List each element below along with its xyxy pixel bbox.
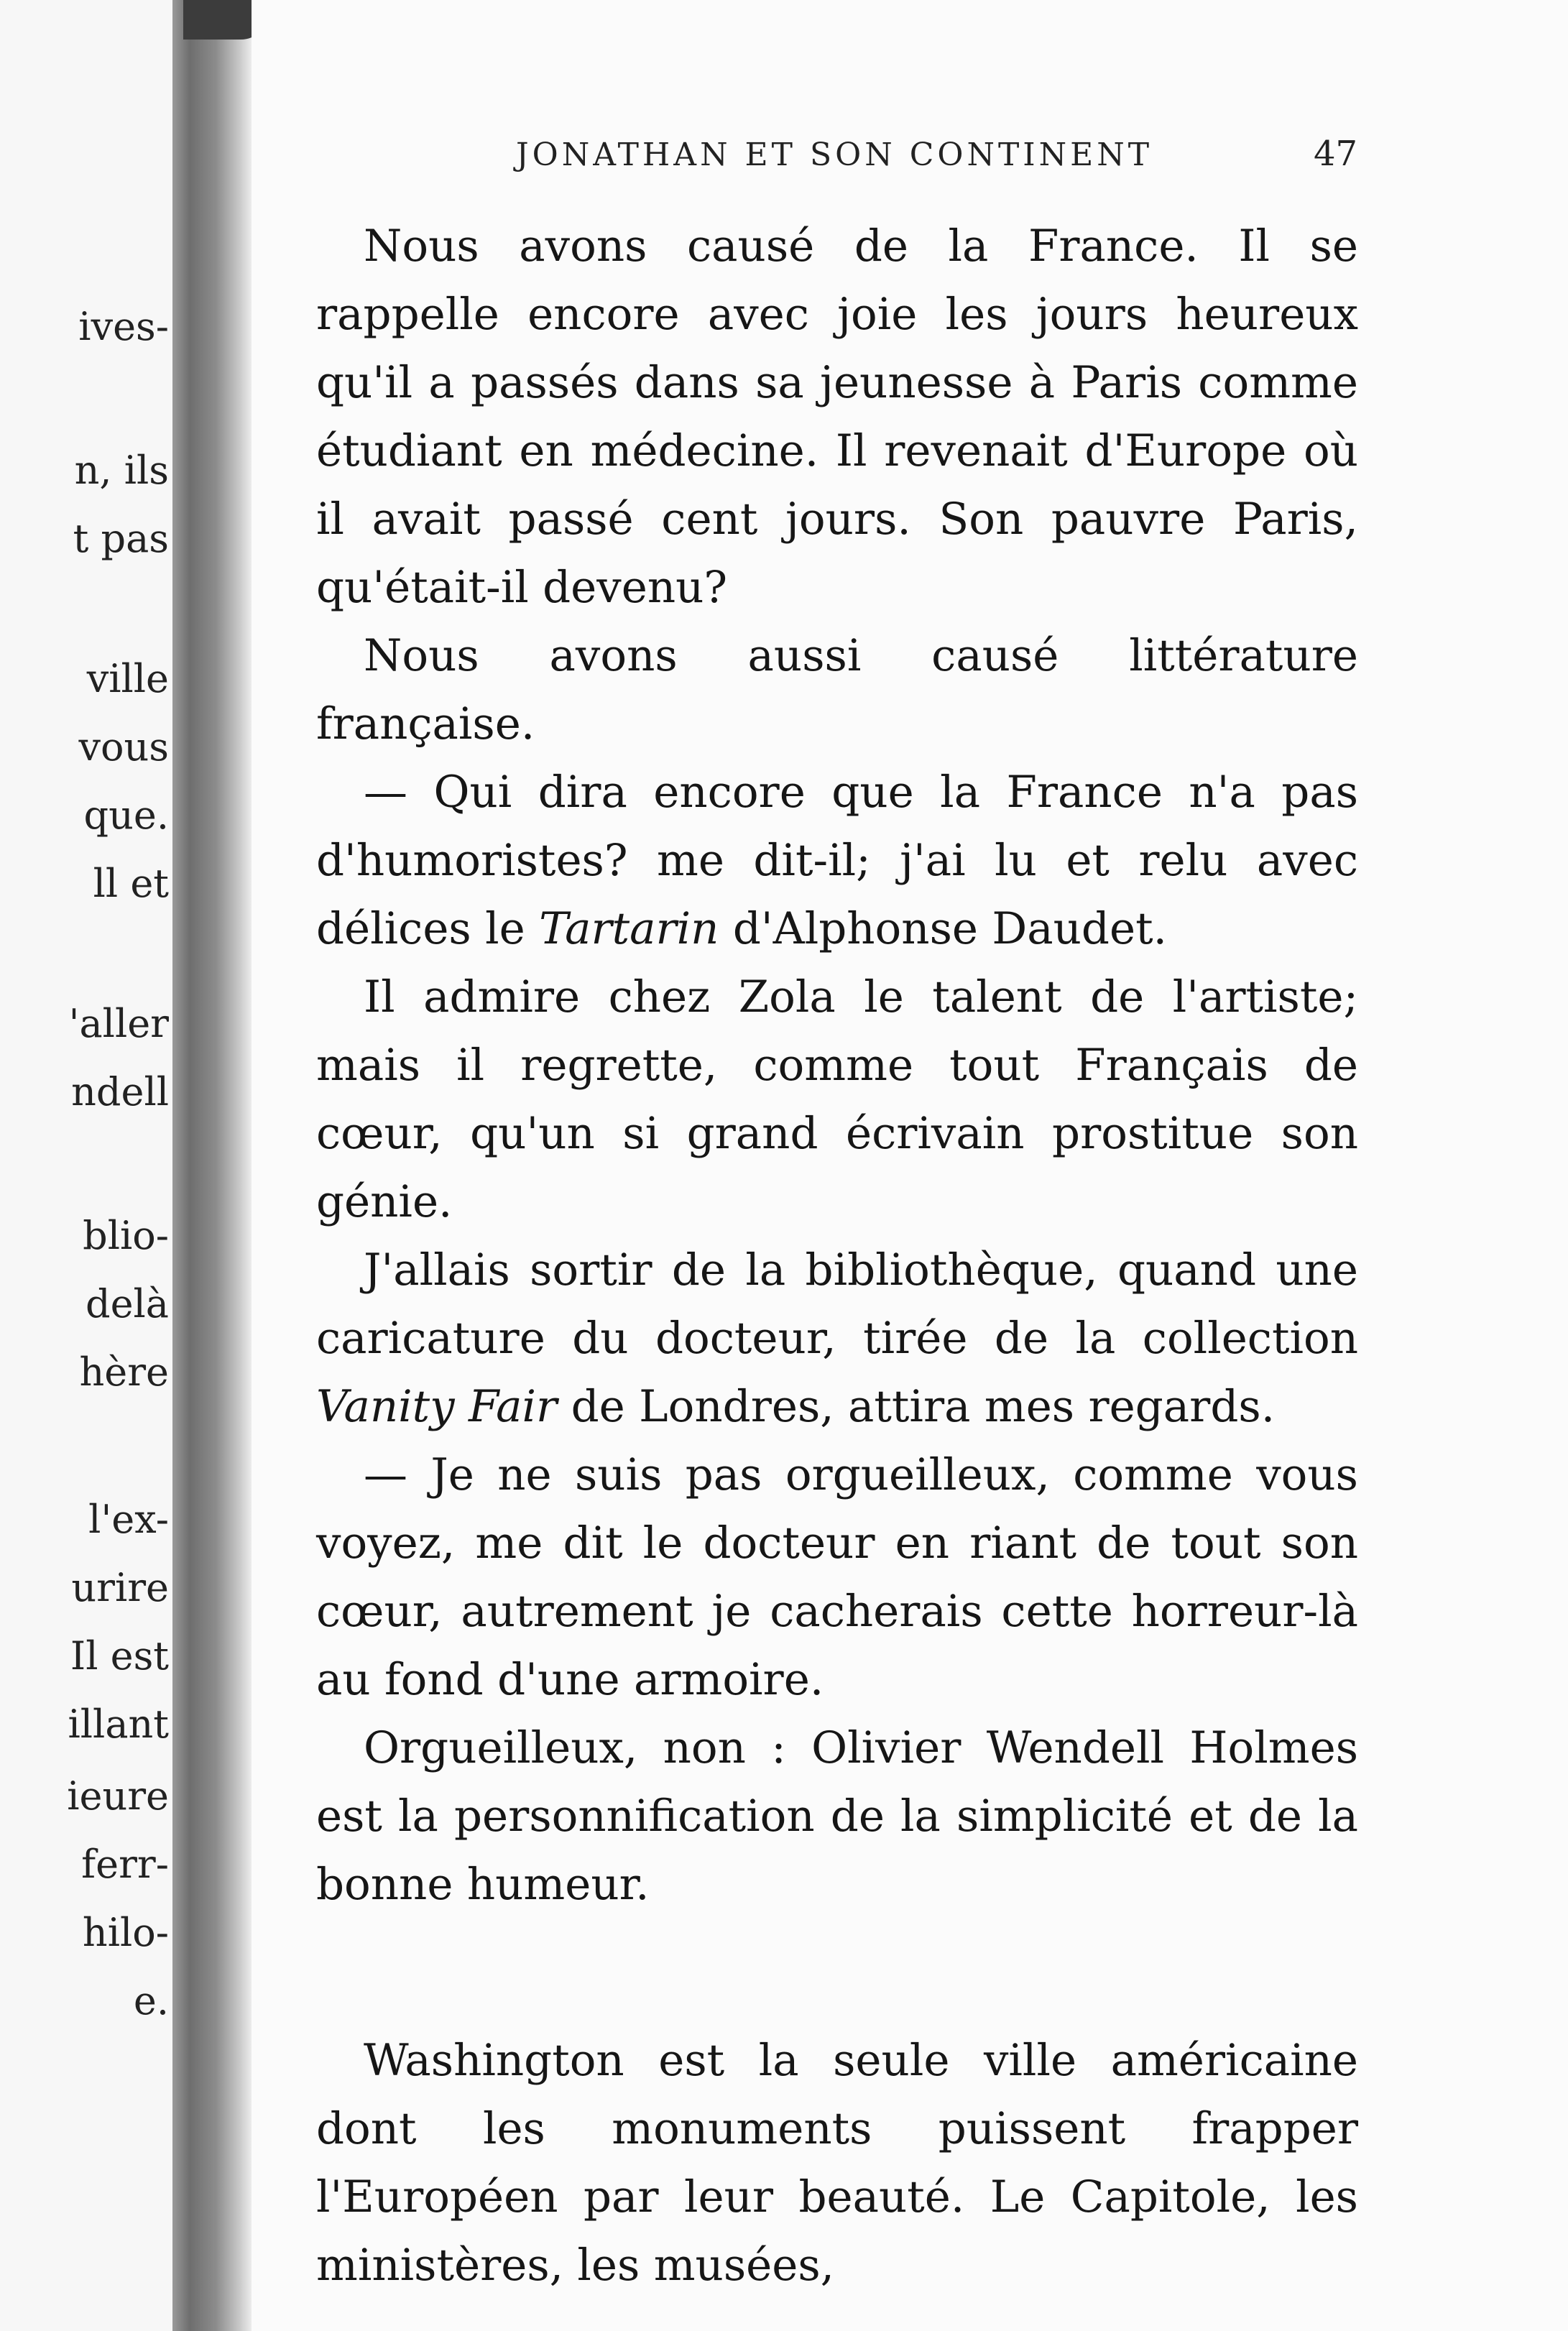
left-page-fragment: hilo-: [82, 1910, 169, 1955]
paragraph: — Je ne suis pas orgueilleux, comme vous voyez, me dit le docteur en riant de tout son cœur, autrement je cacherais cette horreur-là au fond d'une armoire.: [316, 1449, 1358, 1705]
left-page-fragment: vous: [78, 724, 169, 770]
left-page-fragment: blio-: [83, 1213, 169, 1258]
paragraph-text: d'Alphonse Daudet.: [719, 903, 1167, 954]
left-page-fragment: ville: [86, 656, 169, 701]
left-page-fragment: Il est: [70, 1633, 169, 1679]
paragraph: Il admire chez Zola le talent de l'artiste; mais il regrette, comme tout Français de cœur, qu'un si grand écrivain prostitue son génie.: [316, 971, 1358, 1227]
italic-title: Tartarin: [539, 903, 719, 954]
left-page-fragment: e.: [133, 1978, 169, 2023]
paragraph-text: J'allais sortir de la bibliothèque, quand une caricature du docteur, tirée de la collection: [316, 1245, 1358, 1364]
left-page-fragment: ferr-: [81, 1842, 169, 1887]
left-page-fragment: illant: [68, 1702, 169, 1747]
left-page-fragment: ndell: [71, 1069, 169, 1114]
page-number: 47: [1314, 134, 1358, 174]
left-page-fragment: 'aller: [68, 1001, 169, 1046]
paragraph-text: — Qui dira encore que la France n'a pas d'humoristes? me dit-il; j'ai lu et relu avec délices le: [316, 767, 1358, 954]
left-page-fragment: que.: [83, 793, 169, 838]
book-gutter: [172, 0, 252, 2331]
left-page-fragment: hère: [79, 1349, 169, 1395]
book-page: [252, 0, 1568, 2331]
left-page-fragment: l'ex-: [88, 1497, 169, 1542]
running-title: JONATHAN ET SON CONTINENT: [516, 137, 1153, 173]
paragraph: [316, 1236, 1358, 1441]
left-facing-page: [0, 0, 180, 2331]
paragraph: Orgueilleux, non : Olivier Wendell Holmes est la personnification de la simplicité et de la bonne humeur.: [316, 1722, 1358, 1910]
paragraph-text: de Londres, attira mes regards.: [557, 1381, 1276, 1432]
paragraph: Washington est la seule ville américaine dont les monuments puissent frapper l'Européen par leur beauté. Le Capitole, les ministères, les musées,: [316, 2035, 1358, 2291]
left-page-fragment: n, ils: [74, 448, 169, 493]
left-page-fragment: t pas: [73, 516, 169, 561]
left-page-fragment: ll et: [93, 861, 169, 906]
italic-title: Vanity Fair: [316, 1381, 558, 1432]
paragraph: Nous avons causé de la France. Il se rappelle encore avec joie les jours heureux qu'il a passés dans sa jeunesse à Paris comme étudiant en médecine. Il revenait d'Europe où il avait passé cent jours. Son pauvre Paris, qu'était-il devenu?: [316, 221, 1358, 613]
paragraph: [316, 758, 1358, 963]
page-header: [252, 129, 1568, 187]
left-page-fragment: delà: [86, 1281, 169, 1326]
left-page-fragment: ives-: [78, 304, 169, 349]
paragraph: Nous avons aussi causé littérature française.: [316, 630, 1358, 749]
left-page-fragment: ieure: [67, 1773, 169, 1819]
page-body: [316, 212, 1358, 2299]
left-page-fragment: urire: [71, 1565, 169, 1610]
